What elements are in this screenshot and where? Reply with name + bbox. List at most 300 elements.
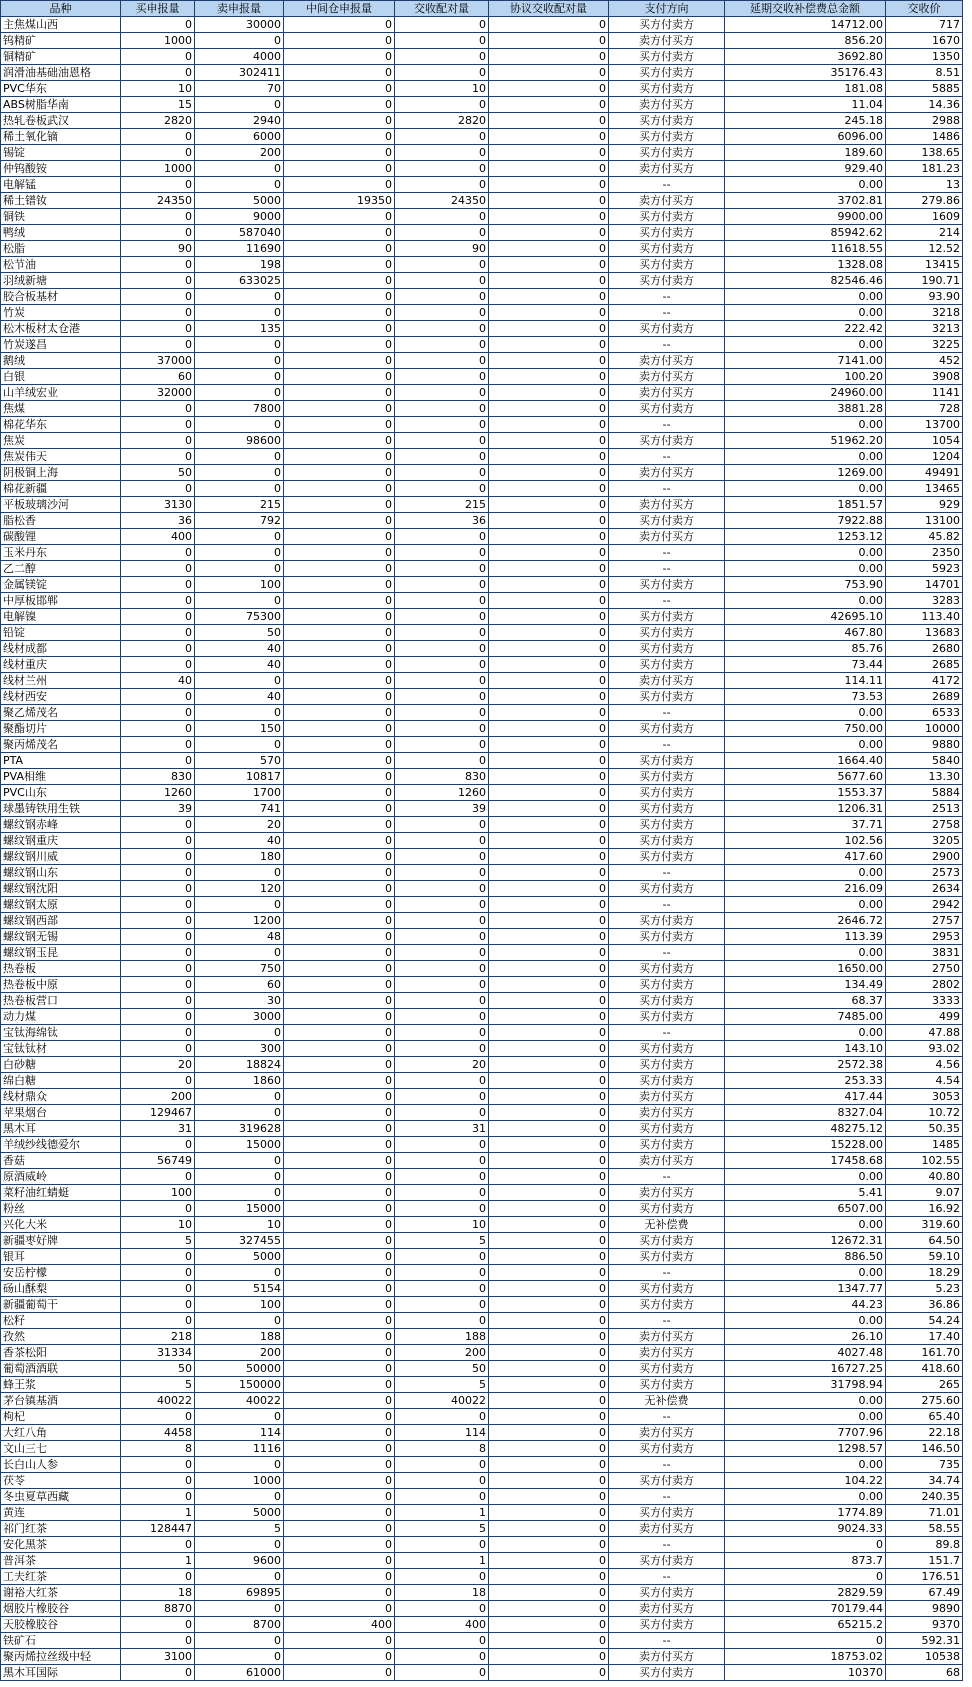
cell-intermediate-qty: 0 bbox=[284, 529, 395, 545]
cell-deferred-compensation: 929.40 bbox=[725, 161, 886, 177]
cell-payment-direction: 卖方付买方 bbox=[609, 385, 725, 401]
cell-payment-direction: 卖方付买方 bbox=[609, 1649, 725, 1665]
cell-sell-qty: 40 bbox=[195, 833, 284, 849]
cell-matched-qty: 0 bbox=[395, 609, 489, 625]
table-body bbox=[1, 17, 963, 1681]
table-row bbox=[1, 1489, 963, 1505]
cell-matched-qty: 188 bbox=[395, 1329, 489, 1345]
cell-intermediate-qty: 0 bbox=[284, 81, 395, 97]
cell-matched-qty: 5 bbox=[395, 1377, 489, 1393]
cell-payment-direction: 买方付卖方 bbox=[609, 225, 725, 241]
table-row bbox=[1, 433, 963, 449]
cell-intermediate-qty: 0 bbox=[284, 1585, 395, 1601]
cell-sell-qty: 0 bbox=[195, 177, 284, 193]
cell-product: 原酒威岭 bbox=[1, 1169, 121, 1185]
cell-sell-qty: 61000 bbox=[195, 1665, 284, 1681]
table-row bbox=[1, 417, 963, 433]
cell-deferred-compensation: 2646.72 bbox=[725, 913, 886, 929]
cell-intermediate-qty: 0 bbox=[284, 17, 395, 33]
cell-agreement-matched-qty: 0 bbox=[489, 1617, 609, 1633]
cell-product: 苹果烟台 bbox=[1, 1105, 121, 1121]
cell-matched-qty: 0 bbox=[395, 1537, 489, 1553]
cell-product: 乙二醇 bbox=[1, 561, 121, 577]
table-row bbox=[1, 1521, 963, 1537]
cell-matched-qty: 10 bbox=[395, 81, 489, 97]
cell-intermediate-qty: 0 bbox=[284, 545, 395, 561]
cell-settlement-price: 279.86 bbox=[886, 193, 963, 209]
cell-payment-direction: 买方付卖方 bbox=[609, 1201, 725, 1217]
cell-deferred-compensation: 48275.12 bbox=[725, 1121, 886, 1137]
cell-deferred-compensation: 7707.96 bbox=[725, 1425, 886, 1441]
table-row bbox=[1, 97, 963, 113]
cell-agreement-matched-qty: 0 bbox=[489, 1553, 609, 1569]
cell-sell-qty: 135 bbox=[195, 321, 284, 337]
cell-payment-direction: 买方付卖方 bbox=[609, 833, 725, 849]
cell-deferred-compensation: 113.39 bbox=[725, 929, 886, 945]
cell-intermediate-qty: 0 bbox=[284, 1473, 395, 1489]
cell-sell-qty: 5000 bbox=[195, 1505, 284, 1521]
table-row bbox=[1, 273, 963, 289]
table-row bbox=[1, 1409, 963, 1425]
cell-agreement-matched-qty: 0 bbox=[489, 337, 609, 353]
cell-settlement-price: 499 bbox=[886, 1009, 963, 1025]
cell-product: 黑木耳 bbox=[1, 1121, 121, 1137]
cell-buy-qty: 0 bbox=[121, 305, 195, 321]
cell-deferred-compensation: 0.00 bbox=[725, 1313, 886, 1329]
cell-deferred-compensation: 51962.20 bbox=[725, 433, 886, 449]
cell-agreement-matched-qty: 0 bbox=[489, 657, 609, 673]
cell-buy-qty: 0 bbox=[121, 977, 195, 993]
cell-deferred-compensation: 17458.68 bbox=[725, 1153, 886, 1169]
cell-product: 白银 bbox=[1, 369, 121, 385]
table-row bbox=[1, 1665, 963, 1681]
cell-agreement-matched-qty: 0 bbox=[489, 1665, 609, 1681]
cell-matched-qty: 0 bbox=[395, 1185, 489, 1201]
cell-deferred-compensation: 1269.00 bbox=[725, 465, 886, 481]
cell-deferred-compensation: 0.00 bbox=[725, 945, 886, 961]
cell-product: 安岳柠檬 bbox=[1, 1265, 121, 1281]
cell-sell-qty: 40022 bbox=[195, 1393, 284, 1409]
cell-payment-direction: 买方付卖方 bbox=[609, 1297, 725, 1313]
cell-product: 螺纹钢赤峰 bbox=[1, 817, 121, 833]
cell-agreement-matched-qty: 0 bbox=[489, 33, 609, 49]
cell-intermediate-qty: 0 bbox=[284, 465, 395, 481]
table-row bbox=[1, 1105, 963, 1121]
table-row bbox=[1, 1009, 963, 1025]
table-row bbox=[1, 1553, 963, 1569]
cell-matched-qty: 215 bbox=[395, 497, 489, 513]
cell-payment-direction: 无补偿费 bbox=[609, 1217, 725, 1233]
cell-buy-qty: 0 bbox=[121, 849, 195, 865]
cell-payment-direction: -- bbox=[609, 1457, 725, 1473]
cell-product: 铁矿石 bbox=[1, 1633, 121, 1649]
cell-matched-qty: 0 bbox=[395, 1569, 489, 1585]
cell-matched-qty: 0 bbox=[395, 993, 489, 1009]
cell-intermediate-qty: 0 bbox=[284, 161, 395, 177]
cell-matched-qty: 0 bbox=[395, 305, 489, 321]
cell-deferred-compensation: 1347.77 bbox=[725, 1281, 886, 1297]
cell-sell-qty: 0 bbox=[195, 385, 284, 401]
cell-agreement-matched-qty: 0 bbox=[489, 833, 609, 849]
header-product: 品种 bbox=[1, 1, 121, 17]
cell-buy-qty: 0 bbox=[121, 865, 195, 881]
table-row bbox=[1, 897, 963, 913]
cell-intermediate-qty: 0 bbox=[284, 913, 395, 929]
cell-agreement-matched-qty: 0 bbox=[489, 689, 609, 705]
cell-buy-qty: 0 bbox=[121, 1073, 195, 1089]
cell-product: 焦煤 bbox=[1, 401, 121, 417]
cell-payment-direction: 卖方付买方 bbox=[609, 1601, 725, 1617]
cell-sell-qty: 0 bbox=[195, 1105, 284, 1121]
cell-settlement-price: 3831 bbox=[886, 945, 963, 961]
cell-product: 螺纹钢太原 bbox=[1, 897, 121, 913]
cell-product: 热轧卷板武汉 bbox=[1, 113, 121, 129]
table-row bbox=[1, 1121, 963, 1137]
cell-settlement-price: 2750 bbox=[886, 961, 963, 977]
cell-intermediate-qty: 0 bbox=[284, 625, 395, 641]
cell-intermediate-qty: 0 bbox=[284, 481, 395, 497]
cell-settlement-price: 14701 bbox=[886, 577, 963, 593]
cell-agreement-matched-qty: 0 bbox=[489, 369, 609, 385]
cell-intermediate-qty: 0 bbox=[284, 1601, 395, 1617]
cell-agreement-matched-qty: 0 bbox=[489, 1505, 609, 1521]
cell-sell-qty: 18824 bbox=[195, 1057, 284, 1073]
cell-product: 主焦煤山西 bbox=[1, 17, 121, 33]
cell-sell-qty: 0 bbox=[195, 1633, 284, 1649]
cell-payment-direction: 买方付卖方 bbox=[609, 113, 725, 129]
cell-payment-direction: 买方付卖方 bbox=[609, 1473, 725, 1489]
table-row bbox=[1, 449, 963, 465]
table-row bbox=[1, 1041, 963, 1057]
cell-settlement-price: 49491 bbox=[886, 465, 963, 481]
cell-payment-direction: 卖方付买方 bbox=[609, 1105, 725, 1121]
cell-agreement-matched-qty: 0 bbox=[489, 1009, 609, 1025]
cell-deferred-compensation: 2829.59 bbox=[725, 1585, 886, 1601]
cell-sell-qty: 0 bbox=[195, 1313, 284, 1329]
cell-payment-direction: -- bbox=[609, 1569, 725, 1585]
cell-agreement-matched-qty: 0 bbox=[489, 1473, 609, 1489]
cell-payment-direction: -- bbox=[609, 481, 725, 497]
cell-deferred-compensation: 0.00 bbox=[725, 705, 886, 721]
cell-deferred-compensation: 102.56 bbox=[725, 833, 886, 849]
cell-sell-qty: 8700 bbox=[195, 1617, 284, 1633]
cell-matched-qty: 31 bbox=[395, 1121, 489, 1137]
cell-matched-qty: 0 bbox=[395, 1041, 489, 1057]
cell-agreement-matched-qty: 0 bbox=[489, 1121, 609, 1137]
cell-agreement-matched-qty: 0 bbox=[489, 161, 609, 177]
table-row bbox=[1, 1441, 963, 1457]
cell-buy-qty: 0 bbox=[121, 1041, 195, 1057]
cell-deferred-compensation: 7141.00 bbox=[725, 353, 886, 369]
cell-product: PVC山东 bbox=[1, 785, 121, 801]
cell-deferred-compensation: 100.20 bbox=[725, 369, 886, 385]
table-row bbox=[1, 593, 963, 609]
table-row bbox=[1, 1313, 963, 1329]
cell-matched-qty: 10 bbox=[395, 1217, 489, 1233]
cell-deferred-compensation: 0.00 bbox=[725, 865, 886, 881]
cell-product: 钨精矿 bbox=[1, 33, 121, 49]
cell-intermediate-qty: 0 bbox=[284, 689, 395, 705]
cell-product: 香茶松阳 bbox=[1, 1345, 121, 1361]
cell-buy-qty: 0 bbox=[121, 1537, 195, 1553]
cell-product: 竹炭 bbox=[1, 305, 121, 321]
cell-agreement-matched-qty: 0 bbox=[489, 273, 609, 289]
cell-deferred-compensation: 1774.89 bbox=[725, 1505, 886, 1521]
cell-product: ABS树脂华南 bbox=[1, 97, 121, 113]
cell-sell-qty: 200 bbox=[195, 145, 284, 161]
cell-matched-qty: 0 bbox=[395, 817, 489, 833]
cell-buy-qty: 15 bbox=[121, 97, 195, 113]
cell-deferred-compensation: 1851.57 bbox=[725, 497, 886, 513]
cell-product: 松木板材太仓港 bbox=[1, 321, 121, 337]
cell-payment-direction: -- bbox=[609, 865, 725, 881]
cell-deferred-compensation: 31798.94 bbox=[725, 1377, 886, 1393]
cell-matched-qty: 0 bbox=[395, 1169, 489, 1185]
cell-product: 茅台镇基酒 bbox=[1, 1393, 121, 1409]
cell-agreement-matched-qty: 0 bbox=[489, 1345, 609, 1361]
cell-agreement-matched-qty: 0 bbox=[489, 433, 609, 449]
table-row bbox=[1, 577, 963, 593]
table-row bbox=[1, 1201, 963, 1217]
cell-deferred-compensation: 0.00 bbox=[725, 289, 886, 305]
cell-buy-qty: 0 bbox=[121, 625, 195, 641]
cell-intermediate-qty: 0 bbox=[284, 721, 395, 737]
cell-deferred-compensation: 0.00 bbox=[725, 737, 886, 753]
cell-sell-qty: 40 bbox=[195, 641, 284, 657]
cell-sell-qty: 0 bbox=[195, 353, 284, 369]
cell-buy-qty: 0 bbox=[121, 337, 195, 353]
cell-agreement-matched-qty: 0 bbox=[489, 1233, 609, 1249]
cell-intermediate-qty: 0 bbox=[284, 673, 395, 689]
cell-deferred-compensation: 0.00 bbox=[725, 177, 886, 193]
cell-payment-direction: 买方付卖方 bbox=[609, 1553, 725, 1569]
table-row bbox=[1, 609, 963, 625]
cell-matched-qty: 0 bbox=[395, 1601, 489, 1617]
cell-settlement-price: 47.88 bbox=[886, 1025, 963, 1041]
table-row bbox=[1, 1281, 963, 1297]
table-row bbox=[1, 753, 963, 769]
cell-agreement-matched-qty: 0 bbox=[489, 497, 609, 513]
cell-agreement-matched-qty: 0 bbox=[489, 17, 609, 33]
cell-matched-qty: 0 bbox=[395, 849, 489, 865]
cell-matched-qty: 0 bbox=[395, 97, 489, 113]
cell-agreement-matched-qty: 0 bbox=[489, 1201, 609, 1217]
cell-settlement-price: 17.40 bbox=[886, 1329, 963, 1345]
cell-intermediate-qty: 0 bbox=[284, 593, 395, 609]
cell-payment-direction: 买方付卖方 bbox=[609, 817, 725, 833]
cell-sell-qty: 10817 bbox=[195, 769, 284, 785]
cell-intermediate-qty: 0 bbox=[284, 1665, 395, 1681]
cell-matched-qty: 0 bbox=[395, 1105, 489, 1121]
cell-buy-qty: 0 bbox=[121, 1409, 195, 1425]
cell-sell-qty: 5154 bbox=[195, 1281, 284, 1297]
cell-intermediate-qty: 0 bbox=[284, 1057, 395, 1073]
cell-sell-qty: 4000 bbox=[195, 49, 284, 65]
cell-product: 铜精矿 bbox=[1, 49, 121, 65]
cell-buy-qty: 100 bbox=[121, 1185, 195, 1201]
cell-sell-qty: 327455 bbox=[195, 1233, 284, 1249]
cell-product: 棉花华东 bbox=[1, 417, 121, 433]
cell-deferred-compensation: 14712.00 bbox=[725, 17, 886, 33]
cell-matched-qty: 0 bbox=[395, 177, 489, 193]
cell-payment-direction: 买方付卖方 bbox=[609, 1665, 725, 1681]
cell-product: 电解镍 bbox=[1, 609, 121, 625]
cell-deferred-compensation: 6096.00 bbox=[725, 129, 886, 145]
cell-sell-qty: 48 bbox=[195, 929, 284, 945]
cell-settlement-price: 1609 bbox=[886, 209, 963, 225]
table-row bbox=[1, 49, 963, 65]
cell-settlement-price: 3053 bbox=[886, 1089, 963, 1105]
table-row bbox=[1, 1169, 963, 1185]
cell-payment-direction: 卖方付买方 bbox=[609, 1425, 725, 1441]
cell-settlement-price: 214 bbox=[886, 225, 963, 241]
cell-settlement-price: 13415 bbox=[886, 257, 963, 273]
cell-deferred-compensation: 42695.10 bbox=[725, 609, 886, 625]
cell-buy-qty: 0 bbox=[121, 417, 195, 433]
cell-matched-qty: 0 bbox=[395, 401, 489, 417]
cell-settlement-price: 1350 bbox=[886, 49, 963, 65]
cell-settlement-price: 2942 bbox=[886, 897, 963, 913]
cell-settlement-price: 14.36 bbox=[886, 97, 963, 113]
cell-agreement-matched-qty: 0 bbox=[489, 929, 609, 945]
cell-buy-qty: 0 bbox=[121, 545, 195, 561]
cell-buy-qty: 0 bbox=[121, 897, 195, 913]
cell-intermediate-qty: 0 bbox=[284, 1489, 395, 1505]
cell-payment-direction: 卖方付买方 bbox=[609, 369, 725, 385]
cell-intermediate-qty: 0 bbox=[284, 513, 395, 529]
cell-sell-qty: 319628 bbox=[195, 1121, 284, 1137]
cell-matched-qty: 0 bbox=[395, 353, 489, 369]
cell-agreement-matched-qty: 0 bbox=[489, 321, 609, 337]
table-row bbox=[1, 817, 963, 833]
cell-buy-qty: 60 bbox=[121, 369, 195, 385]
cell-sell-qty: 0 bbox=[195, 1601, 284, 1617]
cell-settlement-price: 65.40 bbox=[886, 1409, 963, 1425]
cell-settlement-price: 1054 bbox=[886, 433, 963, 449]
cell-deferred-compensation: 7922.88 bbox=[725, 513, 886, 529]
cell-intermediate-qty: 0 bbox=[284, 641, 395, 657]
cell-payment-direction: 买方付卖方 bbox=[609, 993, 725, 1009]
cell-deferred-compensation: 253.33 bbox=[725, 1073, 886, 1089]
cell-payment-direction: 卖方付买方 bbox=[609, 673, 725, 689]
cell-settlement-price: 13.30 bbox=[886, 769, 963, 785]
cell-intermediate-qty: 0 bbox=[284, 385, 395, 401]
cell-deferred-compensation: 856.20 bbox=[725, 33, 886, 49]
cell-payment-direction: 买方付卖方 bbox=[609, 513, 725, 529]
cell-settlement-price: 102.55 bbox=[886, 1153, 963, 1169]
cell-matched-qty: 0 bbox=[395, 929, 489, 945]
header-buy-qty: 买申报量 bbox=[121, 1, 195, 17]
cell-buy-qty: 129467 bbox=[121, 1105, 195, 1121]
cell-intermediate-qty: 0 bbox=[284, 1041, 395, 1057]
cell-settlement-price: 929 bbox=[886, 497, 963, 513]
cell-buy-qty: 0 bbox=[121, 1249, 195, 1265]
cell-settlement-price: 275.60 bbox=[886, 1393, 963, 1409]
cell-intermediate-qty: 0 bbox=[284, 945, 395, 961]
cell-matched-qty: 0 bbox=[395, 1633, 489, 1649]
cell-intermediate-qty: 0 bbox=[284, 705, 395, 721]
cell-settlement-price: 1141 bbox=[886, 385, 963, 401]
cell-buy-qty: 0 bbox=[121, 737, 195, 753]
cell-agreement-matched-qty: 0 bbox=[489, 961, 609, 977]
cell-payment-direction: -- bbox=[609, 1265, 725, 1281]
cell-settlement-price: 64.50 bbox=[886, 1233, 963, 1249]
cell-product: 锡锭 bbox=[1, 145, 121, 161]
table-row bbox=[1, 305, 963, 321]
cell-product: 葡萄酒酒联 bbox=[1, 1361, 121, 1377]
cell-product: 大红八角 bbox=[1, 1425, 121, 1441]
table-row bbox=[1, 1233, 963, 1249]
cell-product: 新疆葡萄干 bbox=[1, 1297, 121, 1313]
cell-payment-direction: 买方付卖方 bbox=[609, 881, 725, 897]
table-row bbox=[1, 209, 963, 225]
cell-payment-direction: 卖方付买方 bbox=[609, 1153, 725, 1169]
cell-sell-qty: 0 bbox=[195, 289, 284, 305]
cell-agreement-matched-qty: 0 bbox=[489, 577, 609, 593]
cell-sell-qty: 0 bbox=[195, 1537, 284, 1553]
cell-buy-qty: 0 bbox=[121, 225, 195, 241]
cell-settlement-price: 113.40 bbox=[886, 609, 963, 625]
cell-intermediate-qty: 0 bbox=[284, 1073, 395, 1089]
cell-payment-direction: 买方付卖方 bbox=[609, 1249, 725, 1265]
cell-intermediate-qty: 19350 bbox=[284, 193, 395, 209]
cell-matched-qty: 0 bbox=[395, 625, 489, 641]
cell-deferred-compensation: 0.00 bbox=[725, 593, 886, 609]
cell-agreement-matched-qty: 0 bbox=[489, 481, 609, 497]
cell-deferred-compensation: 12672.31 bbox=[725, 1233, 886, 1249]
cell-matched-qty: 1260 bbox=[395, 785, 489, 801]
cell-agreement-matched-qty: 0 bbox=[489, 1313, 609, 1329]
cell-product: 螺纹钢重庆 bbox=[1, 833, 121, 849]
cell-product: 宝钛钛材 bbox=[1, 1041, 121, 1057]
cell-sell-qty: 0 bbox=[195, 1457, 284, 1473]
table-row bbox=[1, 1585, 963, 1601]
header-settlement-price: 交收价 bbox=[886, 1, 963, 17]
cell-agreement-matched-qty: 0 bbox=[489, 625, 609, 641]
cell-agreement-matched-qty: 0 bbox=[489, 1041, 609, 1057]
cell-product: PVA相维 bbox=[1, 769, 121, 785]
cell-sell-qty: 0 bbox=[195, 545, 284, 561]
cell-sell-qty: 0 bbox=[195, 529, 284, 545]
cell-buy-qty: 1260 bbox=[121, 785, 195, 801]
cell-sell-qty: 741 bbox=[195, 801, 284, 817]
cell-product: 新疆枣好牌 bbox=[1, 1233, 121, 1249]
cell-matched-qty: 0 bbox=[395, 753, 489, 769]
cell-sell-qty: 20 bbox=[195, 817, 284, 833]
table-row bbox=[1, 1377, 963, 1393]
cell-buy-qty: 3130 bbox=[121, 497, 195, 513]
cell-sell-qty: 1700 bbox=[195, 785, 284, 801]
cell-buy-qty: 37000 bbox=[121, 353, 195, 369]
cell-product: 文山三七 bbox=[1, 1441, 121, 1457]
table-row bbox=[1, 1617, 963, 1633]
cell-sell-qty: 15000 bbox=[195, 1201, 284, 1217]
table-row bbox=[1, 545, 963, 561]
cell-deferred-compensation: 73.53 bbox=[725, 689, 886, 705]
cell-intermediate-qty: 0 bbox=[284, 1105, 395, 1121]
cell-intermediate-qty: 0 bbox=[284, 833, 395, 849]
cell-product: 热卷板 bbox=[1, 961, 121, 977]
table-row bbox=[1, 177, 963, 193]
cell-buy-qty: 0 bbox=[121, 1281, 195, 1297]
table-row bbox=[1, 1601, 963, 1617]
cell-buy-qty: 0 bbox=[121, 65, 195, 81]
cell-product: 线材兰州 bbox=[1, 673, 121, 689]
table-row bbox=[1, 33, 963, 49]
cell-payment-direction: 买方付卖方 bbox=[609, 1585, 725, 1601]
cell-sell-qty: 5 bbox=[195, 1521, 284, 1537]
cell-deferred-compensation: 5677.60 bbox=[725, 769, 886, 785]
